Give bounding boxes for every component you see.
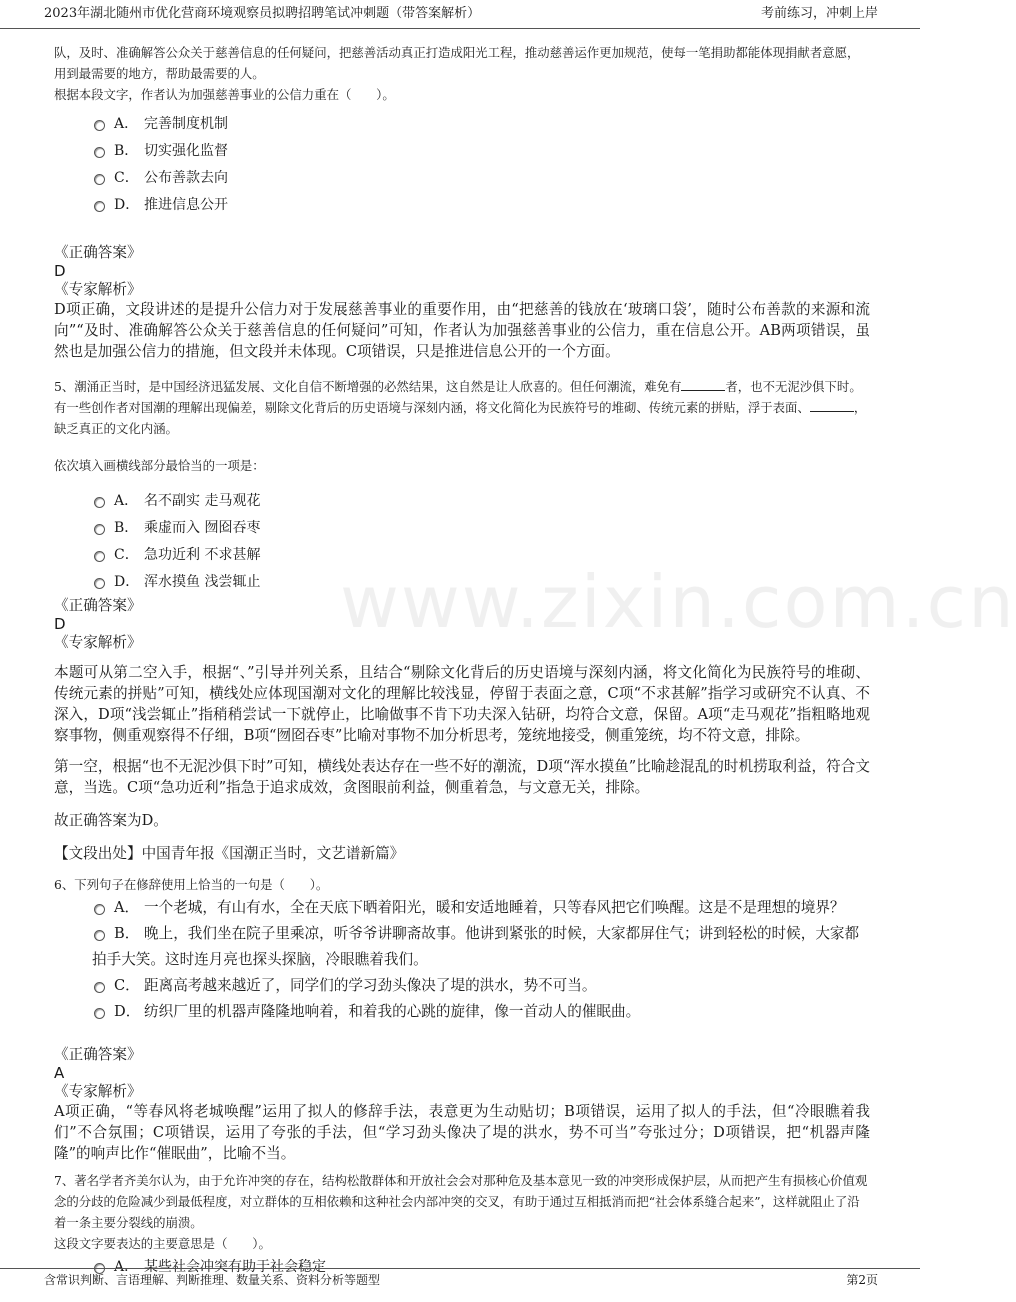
radio-icon[interactable] [94,930,105,941]
q6-analysis: A项正确，“等春风将老城唤醒”运用了拟人的修辞手法，表意更为生动贴切；B项错误，运用了拟人的手法，但“冷眼瞧着我们”不合氛围；C项错误，运用了夸张的手法，但“学习劲头像决了堤的洪水，势不可当”夸张过分；D项错误，把“机器声隆隆”的响声比作“催眠曲”，比喻不当。 [54,1103,870,1162]
radio-icon[interactable] [94,497,105,508]
q5-analysis-paragraph-2: 第一空，根据“也不无泥沙俱下时”可知，横线处表达存在一些不好的潮流，D项“浑水摸鱼”比喻趁混乱的时机捞取利益，符合文意，当选。C项“急功近利”指急于追求成效，贪图眼前利益，侧重着急，与文意无关，排除。 [54,758,870,796]
q7-stem: 这段文字要表达的主要意思是（ ）。 [54,1236,271,1251]
q4-options [54,111,870,219]
radio-icon[interactable] [94,147,105,158]
document-title: 2023年湖北随州市优化营商环境观察员拟聘招聘笔试冲刺题（带答案解析） [44,6,481,21]
watermark: www.zixin.com.cn [340,560,1016,644]
q4-analysis-label: 《专家解析》 [54,281,142,298]
radio-icon[interactable] [94,904,105,915]
q4-option-b[interactable]: B． 切实强化监督 [54,138,870,165]
q4-answer: D [54,262,66,280]
radio-icon[interactable] [94,1008,105,1019]
radio-icon[interactable] [94,524,105,535]
q5-option-b[interactable]: B． 乘虚而入 囫囵吞枣 [54,515,870,542]
radio-icon[interactable] [94,578,105,589]
q6-answer-label: 《正确答案》 [54,1046,142,1063]
q6-stem: 6、下列句子在修辞使用上恰当的一句是（ ）。 [54,877,329,892]
q4-option-d[interactable]: D． 推进信息公开 [54,192,870,219]
q4-analysis: D项正确，文段讲述的是提升公信力对于发展慈善事业的重要作用，由“把慈善的钱放在‘玻璃口袋’，随时公布善款的来源和流向”“及时、准确解答公众关于慈善信息的任何疑问”可知，作者认为加强慈善事业的公信力，重在信息公开。AB两项错误，虽然也是加强公信力的措施，但文段并未体现。C项错误，只是推进信息公开的一个方面。 [54,301,870,360]
q5-answer-label: 《正确答案》 [54,597,142,614]
footer-note: 含常识判断、言语理解、判断推理、数量关系、资料分析等题型 [44,1273,381,1287]
q5-answer: D [54,615,66,633]
q4-option-c[interactable]: C． 公布善款去向 [54,165,870,192]
q5-option-a[interactable]: A． 名不副实 走马观花 [54,488,870,515]
radio-icon[interactable] [94,201,105,212]
q7-passage: 7、著名学者齐美尔认为，由于允许冲突的存在，结构松散群体和开放社会会对那种危及基本意见一致的冲突形成保护层，从而把产生有损核心价值观念的分歧的危险减少到最低程度，对立群体的互相依赖和这种社会内部冲突的交叉，有助于通过互相抵消而把“社会体系缝合起来”，这样就阻止了沿着一条主要分裂线的崩溃。 [54,1173,868,1230]
radio-icon[interactable] [94,120,105,131]
page-number: 第2页 [846,1273,878,1287]
radio-icon[interactable] [94,174,105,185]
q5-analysis-paragraph-1: 本题可从第二空入手，根据“、”引导并列关系，且结合“剔除文化背后的历史语境与深刻内涵，将文化简化为民族符号的堆砌、传统元素的拼贴”可知，横线处应体现国潮对文化的理解比较浅显，停留于表面之意，C项“不求甚解”指学习或研究不认真、不深入，D项“浅尝辄止”指稍稍尝试一下就停止，比喻做事不肯下功夫深入钻研，均符合文意，保留。A项“走马观花”指粗略地观察事物，侧重观察得不仔细，B项“囫囵吞枣”比喻对事物不加分析思考，笼统地接受，侧重笼统，均不符文意，排除。 [54,664,870,744]
q6-options [54,895,870,1025]
page-content [54,42,870,1281]
q7-option-a[interactable]: A． 某些社会冲突有助于社会稳定 [54,1254,870,1281]
q4-passage-tail: 队，及时、准确解答公众关于慈善信息的任何疑问，把慈善活动真正打造成阳光工程，推动慈善运作更加规范，使每一笔捐助都能体现捐献者意愿，用到最需要的地方，帮助最需要的人。 [54,45,860,81]
q5-option-c[interactable]: C． 急功近利 不求甚解 [54,542,870,569]
q4-stem: 根据本段文字，作者认为加强慈善事业的公信力重在（ ）。 [54,87,395,102]
q6-option-c[interactable]: C． 距离高考越来越近了，同学们的学习劲头像决了堤的洪水，势不可当。 [54,973,870,999]
q6-option-a[interactable]: A． 一个老城，有山有水，全在天底下晒着阳光，暖和安适地睡着，只等春风把它们唤醒。这是不是理想的境界？ [54,895,870,921]
radio-icon[interactable] [94,982,105,993]
q5-passage: 5、潮涌正当时，是中国经济迅猛发展、文化自信不断增强的必然结果，这自然是让人欣喜的。但任何潮流，难免有 者，也不无泥沙俱下时。有一些创作者对国潮的理解出现偏差，剔除文化背后的历史语境与深刻内涵，将文化简化为民族符号的堆砌、传统元素的拼贴，浮于表面、 ，缺乏真正的文化内涵。 [54,376,870,439]
q6-option-b[interactable]: B． 晚上，我们坐在院子里乘凉，听爷爷讲聊斋故事。他讲到紧张的时候，大家都屏住气；讲到轻松的时候，大家都拍手大笑。这时连月亮也探头探脑，冷眼瞧着我们。 [92,925,860,968]
q6-answer: A [54,1064,65,1082]
q5-option-d[interactable]: D． 浑水摸鱼 浅尝辄止 [54,569,870,596]
q5-analysis-label: 《专家解析》 [54,634,142,651]
q5-conclusion: 故正确答案为D。 [54,812,168,829]
q5-options [54,488,870,596]
page-header [0,0,920,29]
radio-icon[interactable] [94,551,105,562]
page-footer [0,1268,920,1299]
header-slogan: 考前练习，冲刺上岸 [760,6,878,21]
q4-answer-label: 《正确答案》 [54,244,142,261]
q6-option-d[interactable]: D． 纺织厂里的机器声隆隆地响着，和着我的心跳的旋律，像一首动人的催眠曲。 [54,999,870,1025]
q5-source: 【文段出处】中国青年报《国潮正当时，文艺谱新篇》 [54,845,405,862]
fill-blank [681,376,725,391]
fill-blank [810,397,854,412]
q6-analysis-label: 《专家解析》 [54,1083,142,1100]
q5-stem: 依次填入画横线部分最恰当的一项是： [54,458,265,473]
q4-option-a[interactable]: A． 完善制度机制 [54,111,870,138]
